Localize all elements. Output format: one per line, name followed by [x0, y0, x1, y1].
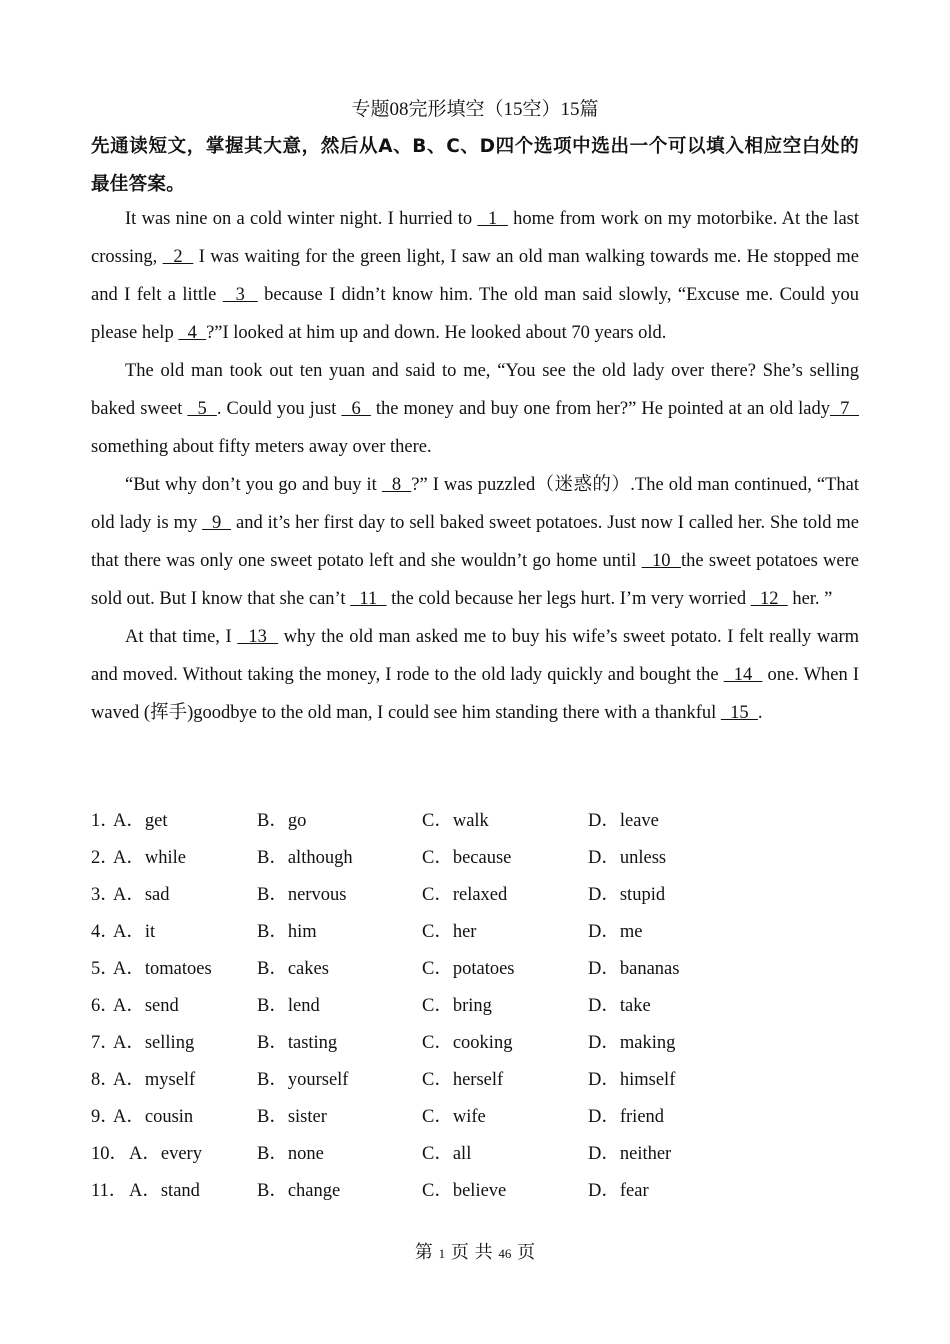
total-pages: 46 — [498, 1246, 512, 1261]
option-b[interactable]: B．cakes — [257, 959, 329, 979]
option-d[interactable]: D．unless — [588, 848, 667, 868]
passage-text: It was nine on a cold winter night. I hurried to — [125, 209, 478, 229]
question-number: 5． — [91, 959, 119, 979]
blank-7: 7 — [830, 399, 860, 419]
passage-text: home from work on my motorbike. At the last crossing, — [91, 209, 860, 267]
passage-text: her. ” — [787, 589, 833, 609]
option-b[interactable]: B．although — [257, 848, 353, 868]
passage-text: and it’s her first day to sell baked sweet potatoes. Just now I called her. She told me that there was only one sweet potato left and she wouldn’t go home until — [91, 513, 859, 571]
blank-9: 9 — [202, 513, 232, 533]
question-row — [91, 914, 859, 951]
blank-14: 14 — [723, 665, 763, 685]
question-number: 3． — [91, 885, 119, 905]
question-number: 1． — [91, 811, 119, 831]
option-a[interactable]: A．cousin — [113, 1107, 194, 1127]
paragraph-2 — [91, 352, 859, 466]
option-c[interactable]: C．bring — [422, 996, 492, 1016]
question-number: 6． — [91, 996, 119, 1016]
passage-text: The old man took out ten yuan and said to me, “You see the old lady over there? She’s selling baked sweet — [91, 361, 859, 419]
option-d[interactable]: D．himself — [588, 1070, 676, 1090]
option-a[interactable]: A．tomatoes — [113, 959, 212, 979]
option-a[interactable]: A．selling — [113, 1033, 195, 1053]
option-d[interactable]: D．neither — [588, 1144, 672, 1164]
blank-1: 1 — [477, 209, 508, 229]
option-a[interactable]: A．it — [113, 922, 156, 942]
option-b[interactable]: B．him — [257, 922, 317, 942]
passage-text: . Could you just — [216, 399, 342, 419]
blank-5: 5 — [187, 399, 217, 419]
option-d[interactable]: D．making — [588, 1033, 676, 1053]
blank-8: 8 — [381, 475, 412, 495]
question-number: 7． — [91, 1033, 119, 1053]
passage-text: ?” I was puzzled（迷惑的）.The old man continued, “That old lady is my — [91, 475, 859, 533]
option-a[interactable]: A．stand — [129, 1181, 200, 1201]
option-b[interactable]: B．nervous — [257, 885, 347, 905]
question-row — [91, 1025, 859, 1062]
question-number: 8． — [91, 1070, 119, 1090]
question-number: 10． — [91, 1144, 129, 1164]
option-a[interactable]: A．get — [113, 811, 168, 831]
answer-options — [91, 803, 859, 1210]
option-b[interactable]: B．change — [257, 1181, 341, 1201]
question-row — [91, 988, 859, 1025]
document-title: 专题08完形填空（15空）15篇 — [351, 99, 599, 120]
option-b[interactable]: B．yourself — [257, 1070, 349, 1090]
blank-12: 12 — [750, 589, 788, 609]
passage-text: At that time, I — [125, 627, 238, 647]
option-d[interactable]: D．bananas — [588, 959, 680, 979]
blank-13: 13 — [237, 627, 279, 647]
option-c[interactable]: C．believe — [422, 1181, 507, 1201]
question-number: 9． — [91, 1107, 119, 1127]
blank-4: 4 — [178, 323, 207, 343]
cloze-passage — [91, 200, 859, 732]
passage-text: . — [757, 703, 763, 723]
blank-2: 2 — [162, 247, 194, 267]
option-c[interactable]: C．herself — [422, 1070, 504, 1090]
footer-prefix: 第 — [414, 1242, 433, 1263]
option-c[interactable]: C．potatoes — [422, 959, 515, 979]
question-number: 4． — [91, 922, 119, 942]
option-c[interactable]: C．cooking — [422, 1033, 513, 1053]
passage-text: the sweet potatoes were sold out. But I know that she can’t — [91, 551, 860, 609]
option-d[interactable]: D．friend — [588, 1107, 665, 1127]
passage-text: one. When I waved (挥手)goodbye to the old man, I could see him standing there with a thankful — [91, 665, 859, 723]
question-row — [91, 1136, 859, 1173]
passage-text: why the old man asked me to buy his wife’s sweet potato. I felt really warm and moved. Without taking the money, I rode to the old lady quickly and bought the — [91, 627, 859, 685]
option-a[interactable]: A．sad — [113, 885, 170, 905]
paragraph-4 — [91, 618, 859, 732]
question-row — [91, 1173, 859, 1210]
option-c[interactable]: C．because — [422, 848, 512, 868]
option-c[interactable]: C．relaxed — [422, 885, 508, 905]
option-c[interactable]: C．walk — [422, 811, 489, 831]
option-a[interactable]: A．myself — [113, 1070, 196, 1090]
blank-11: 11 — [350, 589, 387, 609]
blank-3: 3 — [222, 285, 258, 305]
question-row — [91, 877, 859, 914]
question-row — [91, 951, 859, 988]
blank-15: 15 — [720, 703, 758, 723]
passage-text: the cold because her legs hurt. I’m very worried — [386, 589, 751, 609]
paragraph-3 — [91, 466, 859, 618]
question-row — [91, 1062, 859, 1099]
footer-suffix: 页 — [517, 1242, 536, 1263]
option-b[interactable]: B．sister — [257, 1107, 327, 1127]
blank-6: 6 — [341, 399, 371, 419]
option-b[interactable]: B．go — [257, 811, 307, 831]
option-d[interactable]: D．stupid — [588, 885, 666, 905]
passage-text: because I didn’t know him. The old man said slowly, “Excuse me. Could you please help — [91, 285, 859, 343]
passage-text: ?”I looked at him up and down. He looked about 70 years old. — [206, 323, 667, 343]
page-number: 1 — [438, 1246, 446, 1261]
paragraph-1 — [91, 200, 859, 352]
option-b[interactable]: B．tasting — [257, 1033, 338, 1053]
question-row — [91, 1099, 859, 1136]
option-d[interactable]: D．me — [588, 922, 643, 942]
question-number: 2． — [91, 848, 119, 868]
footer-middle: 页 共 — [450, 1242, 493, 1263]
option-d[interactable]: D．leave — [588, 811, 659, 831]
option-c[interactable]: C．wife — [422, 1107, 486, 1127]
option-b[interactable]: B．none — [257, 1144, 324, 1164]
option-a[interactable]: A．while — [113, 848, 186, 868]
option-a[interactable]: A．send — [113, 996, 179, 1016]
option-c[interactable]: C．her — [422, 922, 477, 942]
option-a[interactable]: A．every — [129, 1144, 202, 1164]
question-row — [91, 840, 859, 877]
option-d[interactable]: D．take — [588, 996, 651, 1016]
option-b[interactable]: B．lend — [257, 996, 320, 1016]
option-d[interactable]: D．fear — [588, 1181, 649, 1201]
option-c[interactable]: C．all — [422, 1144, 472, 1164]
passage-text: the money and buy one from her?” He pointed at an old lady — [370, 399, 830, 419]
instructions: 先通读短文，掌握其大意，然后从A、B、C、D四个选项中选出一个可以填入相应空白处的最佳答案。 — [91, 136, 859, 195]
question-row — [91, 803, 859, 840]
blank-10: 10 — [641, 551, 682, 571]
page-footer — [0, 1238, 950, 1264]
question-number: 11． — [91, 1181, 128, 1201]
passage-text: “But why don’t you go and buy it — [125, 475, 382, 495]
passage-text: something about fifty meters away over there. — [91, 437, 432, 457]
passage-text: I was waiting for the green light, I saw an old man walking towards me. He stopped me and I felt a little — [91, 247, 860, 305]
